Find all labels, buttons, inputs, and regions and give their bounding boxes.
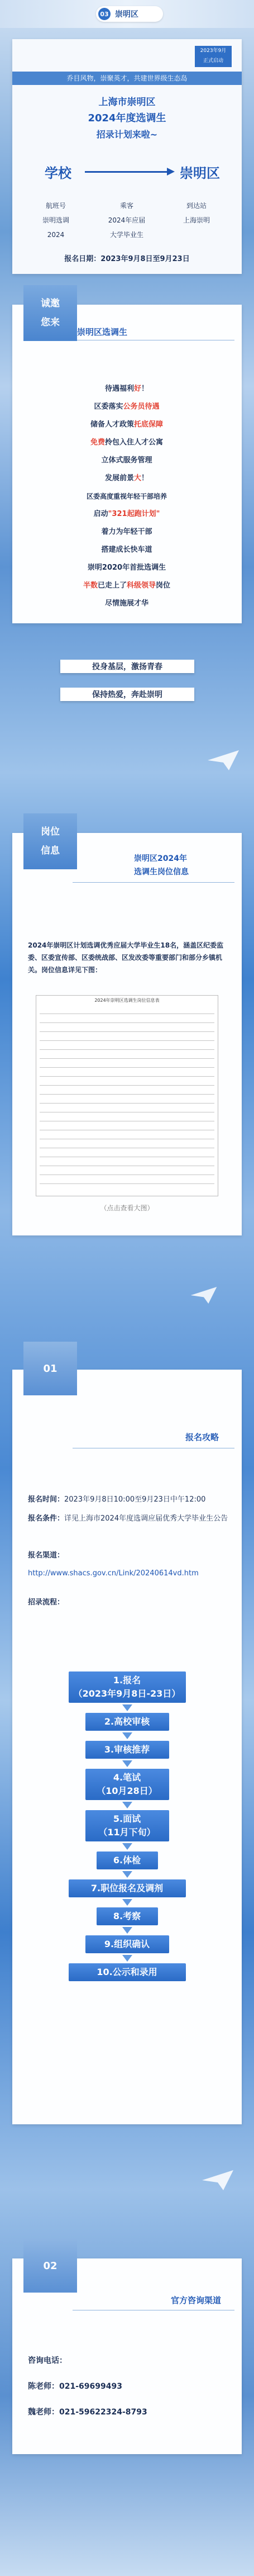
recruit-l3-b: 托底保障: [134, 420, 164, 429]
intro-date-top: 2023年9月: [200, 48, 227, 54]
recruit-line-6: [63, 470, 191, 487]
positions-header-2: 选调生岗位信息: [134, 868, 189, 877]
step-arrow: [122, 1871, 132, 1878]
step-arrow: [122, 1955, 132, 1962]
step-2: 2.高校审核: [85, 1713, 169, 1731]
intro-col-1-v2: 2024: [47, 231, 65, 239]
apply-cond: [28, 1512, 229, 1526]
positions-table-grid: [40, 1007, 214, 1192]
top-number: 03: [98, 8, 111, 20]
recruit-tag-2: 您来: [41, 317, 60, 328]
recruit-l8-b: "321起跑计划": [108, 510, 160, 518]
recruit-tag-1: 诚邀: [41, 298, 60, 309]
step-4-title: 4.笔试: [113, 1772, 141, 1783]
recruit-l12-c: 科级领导: [127, 581, 156, 590]
positions-tag: [23, 813, 77, 869]
paper-plane-icon: [207, 749, 240, 771]
positions-card: [12, 833, 242, 1235]
recruit-line-8: [63, 505, 191, 523]
intro-col-3: [171, 198, 222, 228]
positions-tag-1: 岗位: [41, 826, 60, 837]
positions-header-line: [73, 882, 234, 883]
step-5-title: 5.面试: [113, 1813, 141, 1824]
recruit-l6-c: ！: [141, 474, 149, 482]
intro-col-2-head: 乘客: [119, 202, 133, 210]
intro-col-1-head: 航班号: [45, 202, 66, 210]
recruit-card: [12, 305, 242, 623]
contact-num-tag: 02: [23, 2239, 77, 2293]
step-5: [85, 1810, 169, 1841]
apply-time-value: 2023年9月8日10:00至9月23日中午12:00: [64, 1495, 206, 1504]
recruit-line-4: [63, 434, 191, 452]
recruit-body: [63, 380, 191, 613]
recruit-l1-b: 好: [133, 385, 141, 393]
step-3: 3.审核推荐: [85, 1741, 169, 1759]
recruit-line-13: 尽情施展才华: [104, 599, 148, 608]
intro-date-bottom: 正式启动: [203, 58, 223, 64]
intro-slogan: 乔目风物，崇聚英才，共建世界级生态岛: [12, 72, 242, 85]
intro-to: 崇明区: [180, 165, 220, 181]
recruit-l12-a: 半数: [83, 581, 98, 590]
recruit-line-10: 搭建成长快车道: [101, 546, 152, 554]
step-1: [69, 1671, 186, 1703]
recruit-l2-a: 区委落实: [94, 402, 123, 411]
recruit-button-2: 保持热爱，奔赴崇明: [60, 688, 194, 701]
apply-header: 报名攻略: [185, 1432, 219, 1442]
contact-info: [28, 2354, 229, 2419]
recruit-line-3: [63, 416, 191, 434]
intro-col-2-v2: 大学毕业生: [109, 231, 143, 239]
intro-col-3-head: 到达站: [186, 202, 207, 210]
intro-date-box: [195, 46, 232, 67]
apply-cond-value: 详见上海市2024年度选调应届优秀大学毕业生公告: [64, 1514, 228, 1523]
positions-table-title: 2024年崇明区选调生岗位信息表: [94, 998, 160, 1003]
recruit-l12-d: 岗位: [156, 581, 171, 590]
contact-label: 咨询电话：: [28, 2356, 67, 2365]
intro-col-2: [102, 198, 152, 242]
apply-time-label: 报名时间：: [28, 1495, 65, 1504]
recruit-l8-a: 启动: [93, 510, 108, 518]
apply-channel-label: 报名渠道：: [28, 1551, 65, 1560]
apply-steps: [12, 1671, 242, 1981]
top-badge: [96, 6, 163, 22]
recruit-l3-a: 储备人才政策: [90, 420, 134, 429]
contact-phone-1[interactable]: 陈老师：021-69699493: [28, 2382, 122, 2391]
step-8: 8.考察: [97, 1907, 158, 1925]
intro-title-1: 上海市崇明区: [98, 97, 156, 108]
step-arrow: [122, 1843, 132, 1850]
recruit-l2-b: 公务员待遇: [123, 402, 160, 411]
step-9: 9.组织确认: [85, 1935, 169, 1953]
paper-plane-icon: [190, 1286, 218, 1305]
step-4-sub: （10月28日）: [97, 1786, 157, 1796]
positions-tag-2: 信息: [41, 845, 60, 856]
recruit-line-1: [63, 380, 191, 398]
recruit-l4-a: 免费: [90, 438, 105, 447]
recruit-line-12: [63, 577, 191, 595]
recruit-l4-b: 拎包入住人才公寓: [105, 438, 164, 447]
intro-route-arrow: [85, 171, 169, 173]
recruit-header: 崇明区选调生: [77, 327, 128, 337]
recruit-button-1: 投身基层，激扬青春: [60, 660, 194, 673]
recruit-l12-b: 已走上了: [97, 581, 127, 590]
intro-col-3-v1: 上海崇明: [183, 216, 210, 224]
step-arrow: [122, 1704, 132, 1711]
positions-header-1: 崇明区2024年: [134, 854, 187, 863]
apply-channel-link[interactable]: http://www.shacs.gov.cn/Link/20240614vd.htm: [28, 1569, 199, 1578]
step-1-title: 1.报名: [113, 1675, 141, 1685]
step-6: 6.体检: [97, 1852, 158, 1869]
intro-dates: 报名日期：2023年9月8日至9月23日: [64, 255, 190, 263]
intro-card: [12, 39, 242, 274]
top-title: 崇明区: [115, 10, 138, 19]
step-7: 7.职位报名及调剂: [69, 1879, 186, 1897]
recruit-tag: [23, 285, 77, 341]
recruit-line-7: 区委高度重视年轻干部培养: [86, 493, 167, 500]
positions-desc: 2024年崇明区计划选调优秀应届大学毕业生18名，涵盖区纪委监委、区委宣传部、区委统战部、区发改委等重要部门和部分乡镇机关。岗位信息详见下图：: [28, 941, 224, 974]
step-arrow: [122, 1802, 132, 1808]
intro-col-1: [33, 198, 78, 242]
intro-col-2-v1: 2024年应届: [108, 216, 146, 224]
intro-col-1-v1: 崇明选调: [42, 216, 69, 224]
intro-title-2: 2024年度选调生: [88, 112, 166, 124]
step-arrow: [122, 1732, 132, 1739]
step-4: [85, 1769, 169, 1800]
recruit-l6-b: 大: [133, 474, 141, 482]
paper-plane-icon: [201, 2169, 234, 2191]
step-arrow: [122, 1760, 132, 1767]
intro-from: 学校: [45, 165, 71, 181]
contact-phone-2[interactable]: 魏老师：021-59622324-8793: [28, 2408, 147, 2417]
step-arrow: [122, 1927, 132, 1934]
apply-cond-label: 报名条件：: [28, 1514, 65, 1523]
apply-num-tag: 01: [23, 1342, 77, 1395]
apply-process-label: 招录流程：: [28, 1598, 65, 1607]
recruit-line-9: 着力为年轻干部: [101, 528, 152, 536]
recruit-line-5: 立体式服务管理: [101, 456, 152, 465]
positions-table[interactable]: [36, 995, 218, 1196]
recruit-l6-a: 发展前景: [104, 474, 134, 482]
positions-header: [134, 852, 189, 879]
intro-route-arrowhead: [167, 168, 175, 176]
intro-title-3: 招录计划来啦~: [96, 129, 158, 140]
recruit-l1-c: ！: [141, 385, 149, 393]
positions-table-caption: （点击查看大图）: [100, 1204, 154, 1212]
step-arrow: [122, 1899, 132, 1906]
contact-header: 官方咨询渠道: [171, 2295, 222, 2305]
step-1-sub: （2023年9月8日-23日）: [73, 1688, 181, 1699]
step-5-sub: （11月下旬）: [98, 1827, 156, 1838]
recruit-line-11: 崇明2020年首批选调生: [87, 564, 166, 572]
recruit-line-2: [63, 398, 191, 416]
apply-info: [28, 1493, 229, 1610]
step-10: 10.公示和录用: [69, 1963, 186, 1981]
apply-time: [28, 1493, 229, 1507]
apply-card: [12, 1370, 242, 2124]
recruit-l1-a: 待遇福利: [104, 385, 134, 393]
